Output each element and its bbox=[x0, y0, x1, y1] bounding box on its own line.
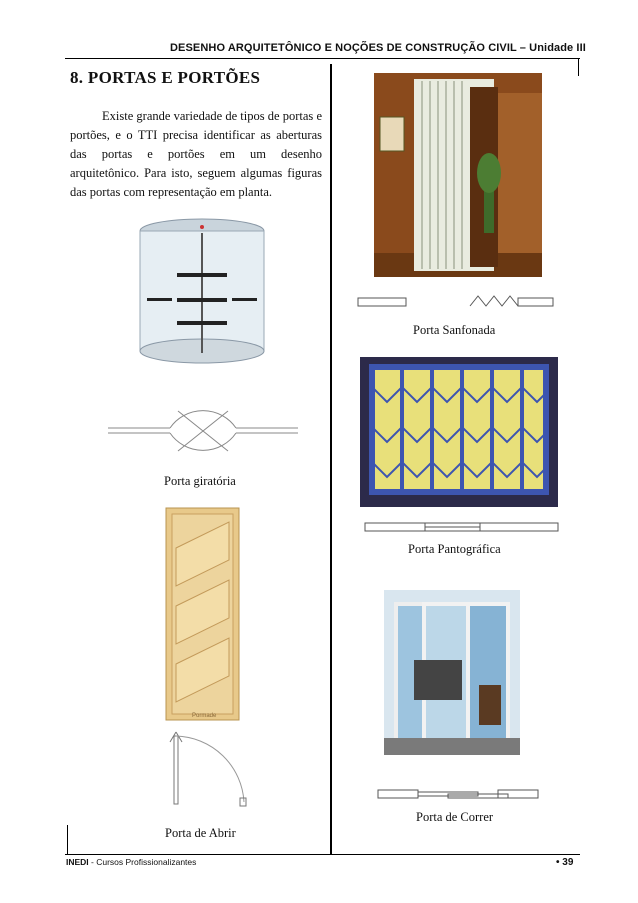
footer-rule bbox=[65, 854, 580, 855]
page-number: • 39 bbox=[556, 857, 574, 868]
running-header: DESENHO ARQUITETÔNICO E NOÇÕES DE CONSTRUÇÃO CIVIL – Unidade III bbox=[170, 42, 586, 54]
header-rule-tick bbox=[578, 58, 579, 76]
footer-text: - Cursos Profissionalizantes bbox=[88, 857, 197, 867]
pantographic-door-plan-symbol bbox=[365, 520, 558, 534]
pantographic-door-photo bbox=[360, 357, 558, 507]
revolving-door-photo bbox=[122, 203, 282, 373]
intro-paragraph: Existe grande variedade de tipos de portas e portões, e o TTI precisa identificar as aberturas das portas e portões em um desenho arquitetônico. Para isto, seguem algumas figuras das portas com representação em planta. bbox=[70, 109, 322, 199]
footer bbox=[66, 857, 196, 867]
footer-rule-tick bbox=[67, 825, 68, 855]
caption-porta-sanfonada: Porta Sanfonada bbox=[413, 323, 496, 337]
sliding-door-photo bbox=[384, 590, 520, 755]
swing-door-plan-symbol bbox=[160, 730, 255, 810]
caption-porta-de-abrir: Porta de Abrir bbox=[165, 826, 236, 840]
column-divider bbox=[330, 64, 332, 854]
caption-porta-giratoria: Porta giratória bbox=[164, 474, 236, 488]
folding-door-plan-symbol bbox=[358, 292, 553, 314]
caption-porta-pantografica: Porta Pantográfica bbox=[408, 542, 501, 556]
folding-door-photo bbox=[374, 73, 542, 277]
section-title: 8. PORTAS E PORTÕES bbox=[70, 68, 261, 87]
caption-porta-de-correr: Porta de Correr bbox=[416, 810, 494, 824]
footer-brand: INEDI bbox=[66, 857, 89, 867]
revolving-door-plan-symbol bbox=[108, 403, 298, 458]
sliding-door-plan-symbol bbox=[378, 788, 538, 802]
header-rule bbox=[65, 58, 580, 59]
wooden-door-photo bbox=[166, 508, 239, 720]
door-brand-mark: Pormade bbox=[192, 713, 217, 719]
